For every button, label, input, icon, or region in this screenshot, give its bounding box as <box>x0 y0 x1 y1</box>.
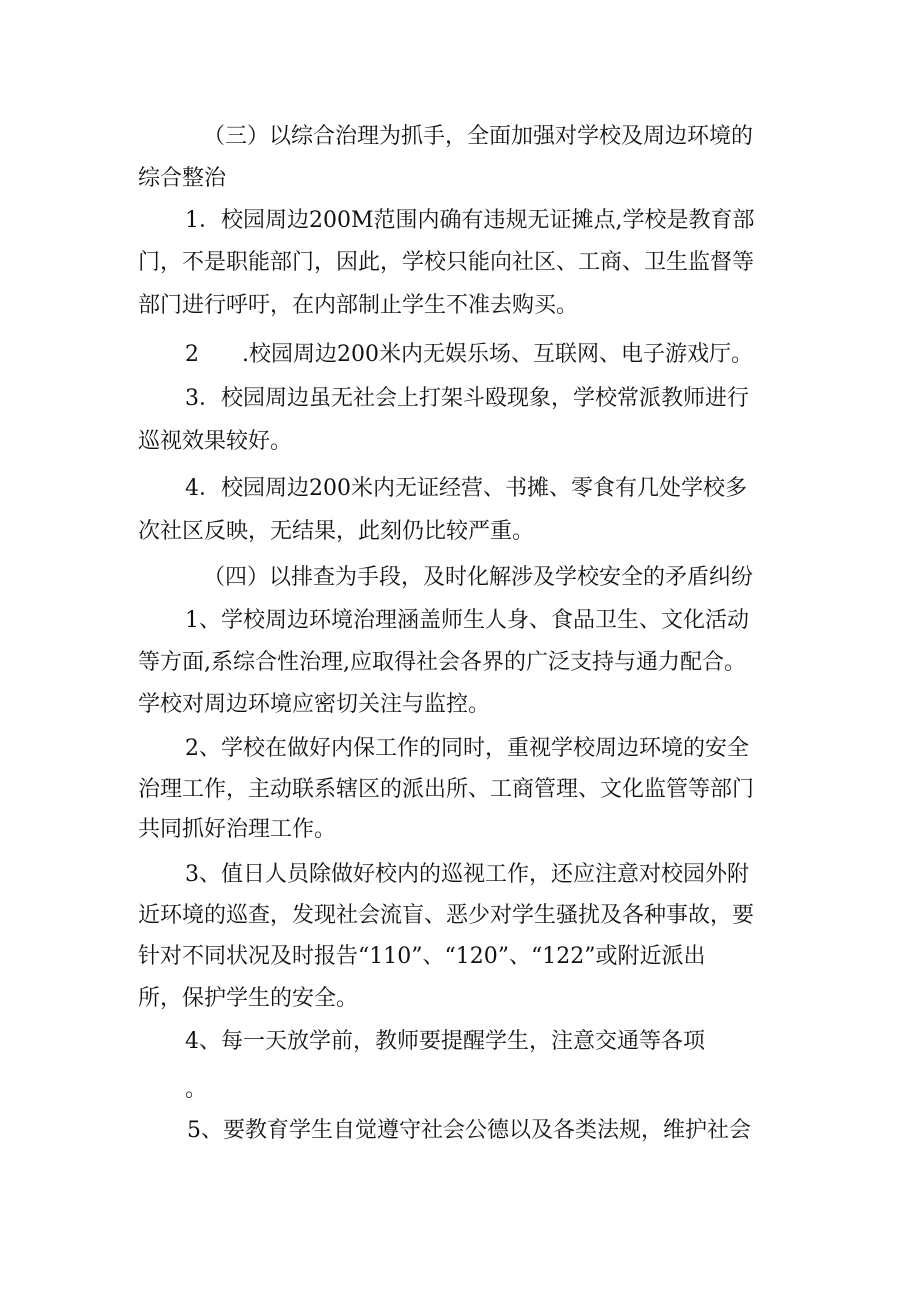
item2-text: .校园周边200米内无娱乐场、互联网、电子游戏厅。 <box>242 342 753 367</box>
item2-number: 2 <box>185 342 199 367</box>
item1-line2: 门，不是职能部门，因此，学校只能向社区、工商、卫生监督等 <box>138 250 755 275</box>
item4-line1: 4．校园周边200米内无证经营、书摊、零食有几处学校多 <box>185 476 747 501</box>
point1-line3: 学校对周边环境应密切关注与监控。 <box>138 692 491 717</box>
point5-line1: 5、要教育学生自觉遵守社会公德以及各类法规，维护社会 <box>187 1118 751 1143</box>
item3-line2: 巡视效果较好。 <box>138 429 293 454</box>
item1-line3: 部门进行呼吁，在内部制止学生不准去购买。 <box>138 293 579 318</box>
point3-line3: 针对不同状况及时报告“110”、“120”、“122”或附近派出 <box>138 944 706 969</box>
item1-line1: 1．校园周边200M范围内确有违规无证摊点,学校是教育部 <box>185 208 755 233</box>
point2-line1: 2、学校在做好内保工作的同时，重视学校周边环境的安全 <box>185 736 749 761</box>
section3-heading-line1: （三）以综合治理为抓手，全面加强对学校及周边环境的 <box>203 124 754 149</box>
item4-line2: 次社区反映，无结果，此刻仍比较严重。 <box>138 519 535 544</box>
point3-line1: 3、值日人员除做好校内的巡视工作，还应注意对校园外附 <box>185 862 749 887</box>
item3-line1: 3．校园周边虽无社会上打架斗殴现象，学校常派教师进行 <box>185 386 749 411</box>
section3-heading-line2: 综合整治 <box>138 166 227 191</box>
point1-line2: 等方面,系综合性治理,应取得社会各界的广泛支持与通力配合。 <box>138 650 746 675</box>
point2-line3: 共同抓好治理工作。 <box>138 817 337 842</box>
point1-line1: 1、学校周边环境治理涵盖师生人身、食品卫生、文化活动 <box>185 608 749 633</box>
point3-line2: 近环境的巡查，发现社会流盲、恶少对学生骚扰及各种事故，要 <box>138 903 755 928</box>
point2-line2: 治理工作，主动联系辖区的派出所、工商管理、文化监管等部门 <box>138 777 755 802</box>
point3-line4: 所，保护学生的安全。 <box>138 986 359 1011</box>
point4-line2: 。 <box>185 1077 208 1102</box>
section4-heading: （四）以排查为手段，及时化解涉及学校安全的矛盾纠纷 <box>203 565 754 590</box>
point4-line1: 4、每一天放学前，教师要提醒学生，注意交通等各项 <box>185 1029 705 1054</box>
